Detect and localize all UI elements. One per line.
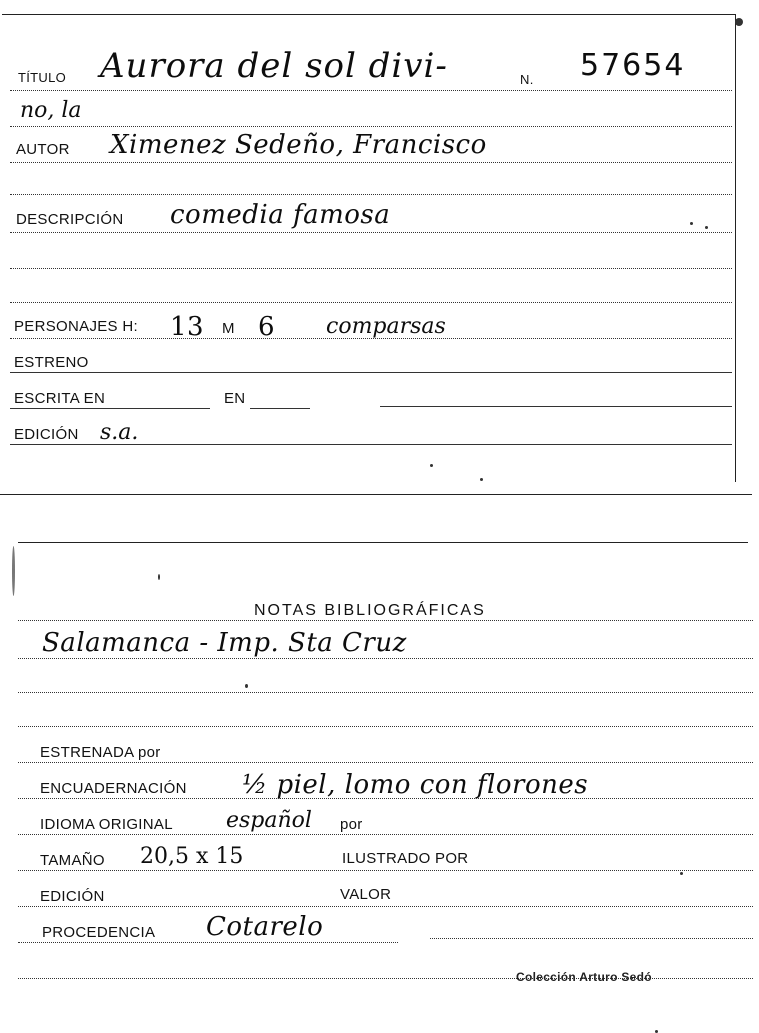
card-right-border (735, 14, 736, 482)
descripcion-value: comedia famosa (170, 200, 391, 230)
personajes-h-value: 13 (170, 312, 205, 342)
descripcion-extra-line (10, 268, 732, 269)
idioma-por-label: por (340, 816, 363, 833)
numero-label: N. (520, 72, 534, 87)
procedencia-label: PROCEDENCIA (42, 924, 156, 941)
edicion-value: s.a. (100, 420, 139, 445)
numero-value: 57654 (580, 48, 686, 83)
idioma-label: IDIOMA ORIGINAL (40, 816, 173, 833)
escrita-line-c (380, 406, 732, 407)
card-bottom-border (0, 494, 752, 495)
scan-speck (690, 222, 693, 225)
estreno-line (10, 372, 732, 373)
scan-edge-mark (12, 546, 15, 596)
procedencia-line-b (430, 938, 753, 939)
edicion2-line (18, 906, 753, 907)
tamano-label: TAMAÑO (40, 852, 105, 869)
estrenada-label: ESTRENADA por (40, 744, 161, 761)
descripcion-extra-line-2 (10, 302, 732, 303)
notas-value: Salamanca - Imp. Sta Cruz (42, 628, 407, 658)
titulo-cont-line (10, 126, 732, 127)
personajes-label: PERSONAJES H: (14, 318, 138, 335)
autor-line (10, 162, 732, 163)
titulo-value: Aurora del sol divi- (100, 46, 448, 86)
tamano-line (18, 870, 753, 871)
titulo-label: TÍTULO (18, 70, 67, 85)
scan-speck (158, 574, 160, 580)
autor-label: AUTOR (16, 141, 70, 158)
notas-heading-line (18, 620, 753, 621)
scan-speck (480, 478, 483, 481)
scan-speck (735, 18, 743, 26)
escrita-line-a (10, 408, 210, 409)
autor-value: Ximenez Sedeño, Francisco (110, 130, 487, 160)
encuadernacion-line (18, 798, 753, 799)
estreno-label: ESTRENO (14, 354, 89, 371)
coleccion-footer: Colección Arturo Sedó (516, 970, 652, 984)
catalog-card-notes (0, 500, 759, 1028)
autor-extra-line (10, 194, 732, 195)
idioma-value: español (226, 808, 312, 833)
edicion2-label: EDICIÓN (40, 888, 105, 905)
procedencia-line-a (18, 942, 398, 943)
notas-line-3 (18, 726, 753, 727)
notes-top-border (18, 542, 748, 543)
encuadernacion-value: ½ piel, lomo con florones (242, 770, 589, 800)
notas-line-1 (18, 658, 753, 659)
scan-speck (245, 684, 248, 688)
personajes-m-label: M (222, 320, 235, 337)
edicion-line (10, 444, 732, 445)
escrita-en-label: EN (224, 390, 246, 407)
descripcion-line (10, 232, 732, 233)
descripcion-label: DESCRIPCIÓN (16, 211, 124, 228)
ilustrado-label: ILUSTRADO POR (342, 850, 469, 867)
catalog-card-main (0, 0, 759, 495)
escrita-line-b (250, 408, 310, 409)
escrita-label: ESCRITA EN (14, 390, 106, 407)
procedencia-value: Cotarelo (206, 912, 324, 942)
notas-heading: NOTAS BIBLIOGRÁFICAS (254, 602, 486, 619)
scan-speck (680, 872, 683, 875)
personajes-line (10, 338, 732, 339)
edicion-label: EDICIÓN (14, 426, 79, 443)
titulo-value-cont: no, la (20, 98, 82, 123)
valor-label: VALOR (340, 886, 392, 903)
estrenada-line (18, 762, 753, 763)
personajes-m-value: 6 (258, 312, 276, 342)
personajes-extra: comparsas (326, 314, 446, 339)
tamano-value: 20,5 x 15 (140, 844, 244, 869)
idioma-line (18, 834, 753, 835)
scan-speck (430, 464, 433, 467)
scan-speck (705, 226, 708, 229)
encuadernacion-label: ENCUADERNACIÓN (40, 780, 187, 797)
card-top-border (2, 14, 735, 15)
titulo-line (10, 90, 732, 91)
notas-line-2 (18, 692, 753, 693)
